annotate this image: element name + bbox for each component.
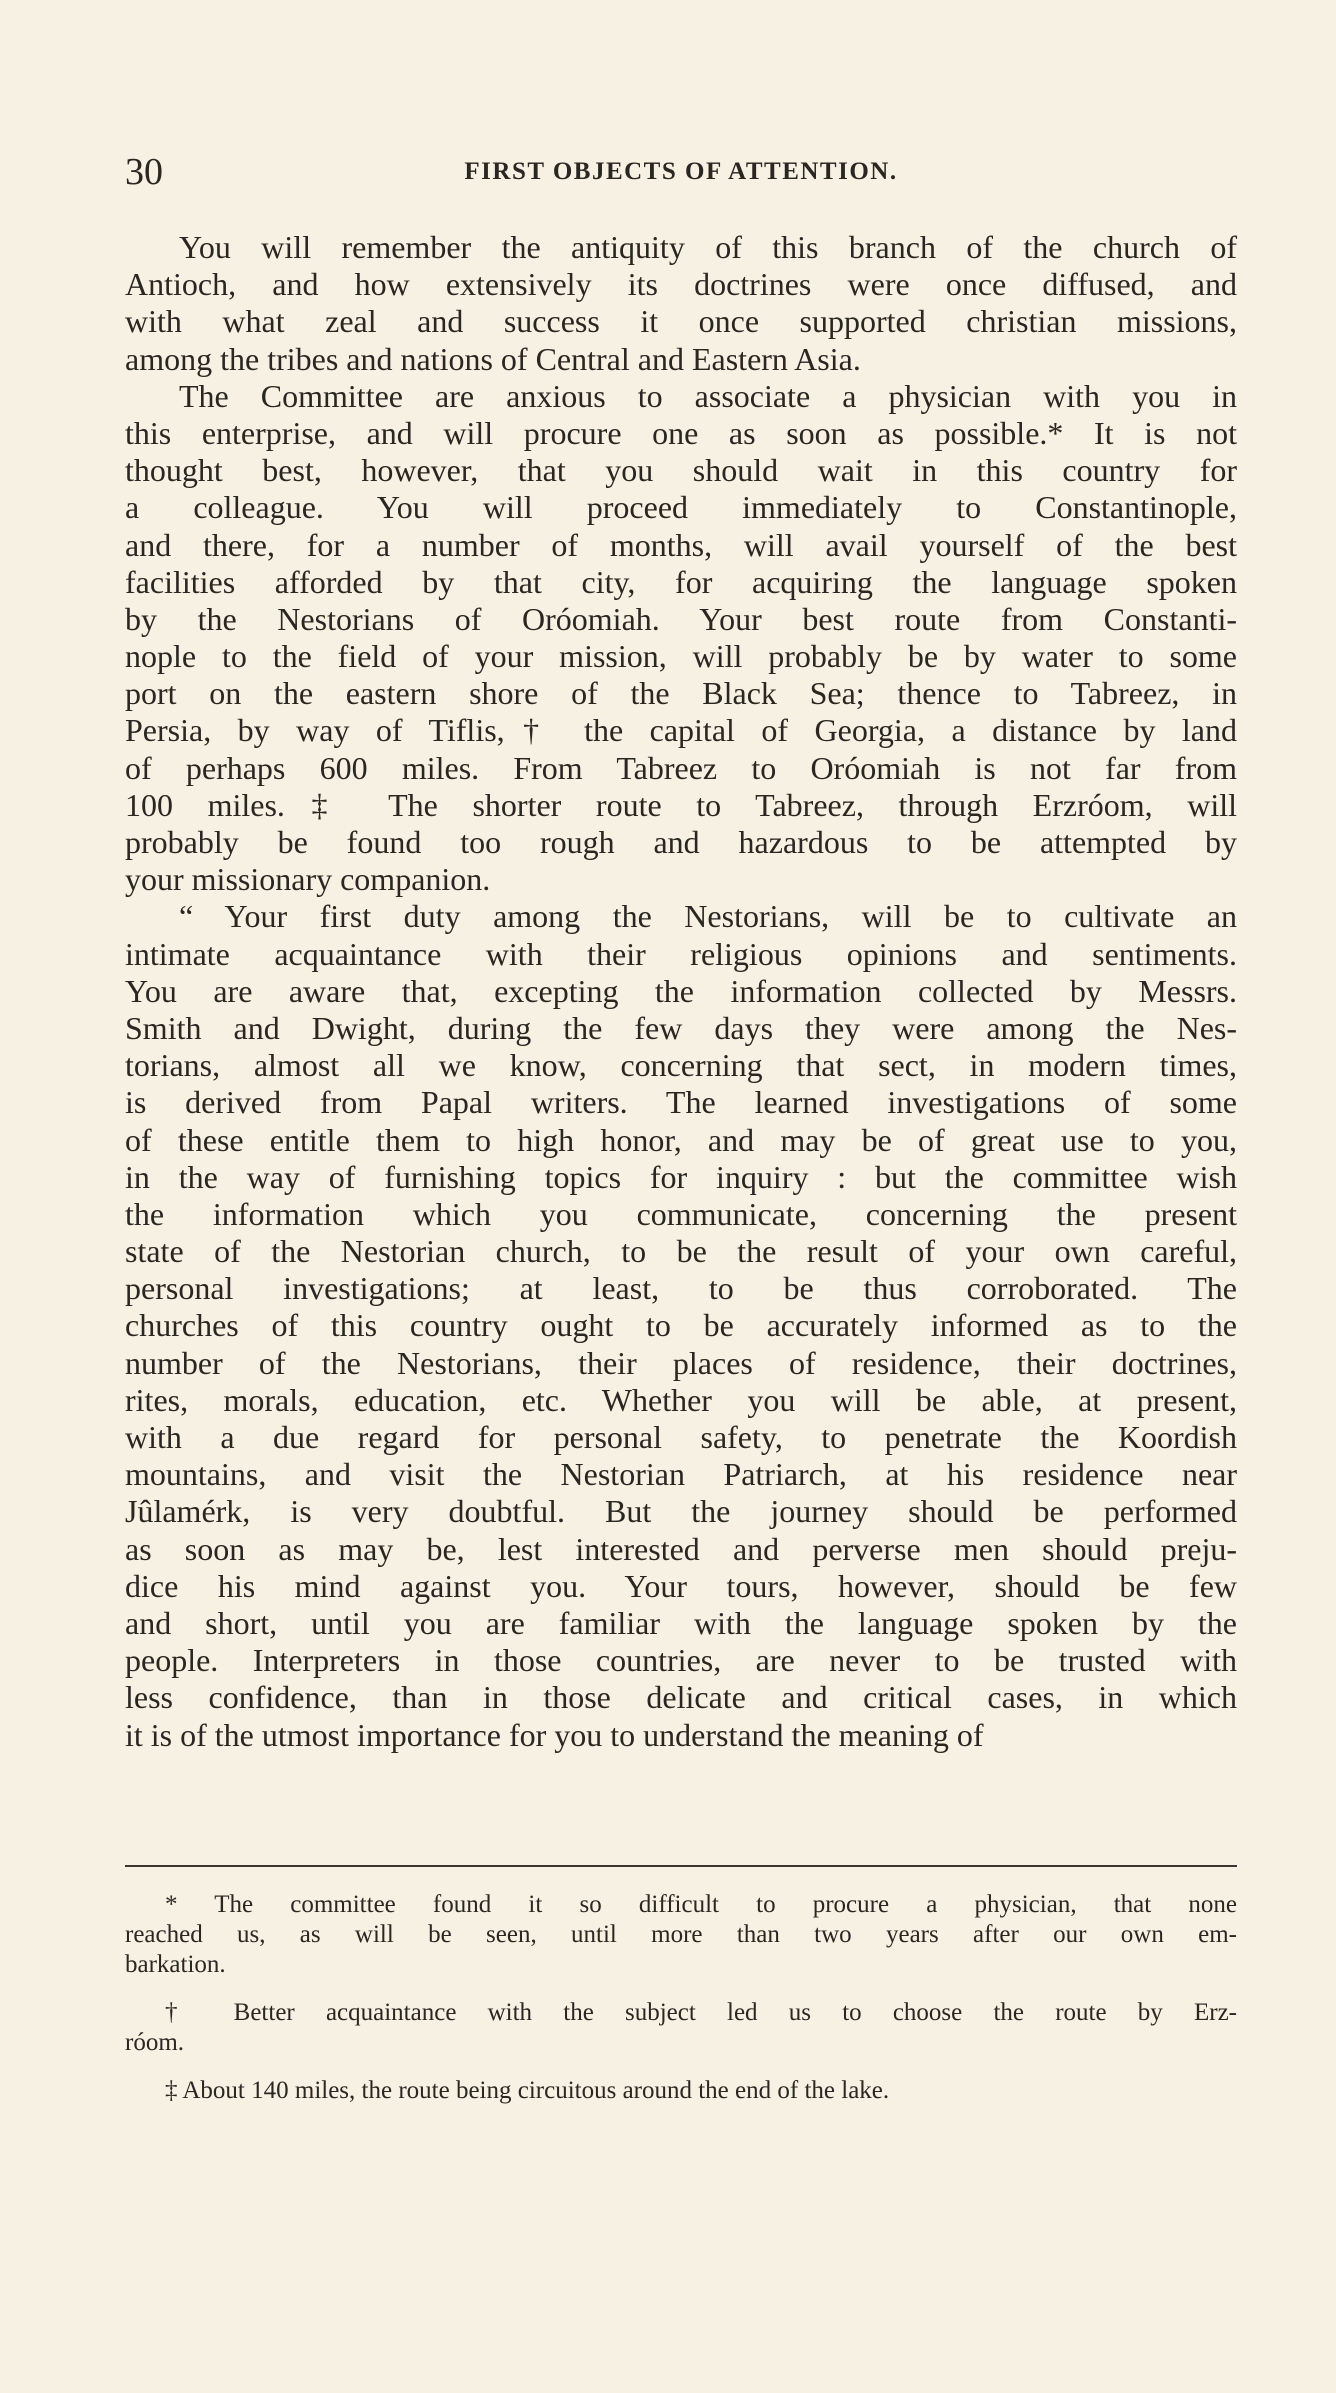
text-line: this enterprise, and will procure one as soon as possible.* It is not: [125, 414, 1237, 451]
footnote: [125, 1998, 1237, 2058]
paragraph: [125, 378, 1237, 899]
text-line: with what zeal and success it once supported christian missions,: [125, 303, 1237, 340]
text-line: in the way of furnishing topics for inquiry : but the committee wish: [125, 1158, 1237, 1195]
footnote-line: reached us, as will be seen, until more than two years after our own em-: [125, 1921, 1237, 1948]
text-line: of these entitle them to high honor, and may be of great use to you,: [125, 1121, 1237, 1158]
footnote-divider: [125, 1865, 1237, 1867]
text-line: and short, until you are familiar with the language spoken by the: [125, 1604, 1237, 1641]
text-line: thought best, however, that you should wait in this country for: [125, 452, 1237, 489]
running-header: [125, 150, 1237, 194]
text-line: by the Nestorians of Oróomiah. Your best route from Constanti-: [125, 600, 1237, 637]
footnote-line: barkation.: [125, 1951, 226, 1978]
paragraph: [125, 898, 1237, 1753]
text-line: “ Your first duty among the Nestorians, will be to cultivate an: [179, 898, 1237, 935]
text-line: Jûlamérk, is very doubtful. But the journey should be performed: [125, 1493, 1237, 1530]
text-line: The Committee are anxious to associate a physician with you in: [179, 377, 1237, 414]
text-line: it is of the utmost importance for you to understand the meaning of: [125, 1716, 984, 1753]
footnote: [125, 2076, 1237, 2106]
text-line: probably be found too rough and hazardous to be attempted by: [125, 824, 1237, 860]
text-line: among the tribes and nations of Central and Eastern Asia.: [125, 340, 861, 377]
footnote: [125, 1890, 1237, 1980]
footnotes: [125, 1890, 1237, 2124]
text-line: is derived from Papal writers. The learned investigations of some: [125, 1084, 1237, 1121]
text-line: You will remember the antiquity of this branch of the church of: [179, 229, 1237, 265]
footnote-line: róom.: [125, 2029, 185, 2056]
footnote-line: * The committee found it so difficult to procure a physician, that none: [165, 1891, 1237, 1918]
text-line: less confidence, than in those delicate and critical cases, in which: [125, 1679, 1237, 1716]
text-line: state of the Nestorian church, to be the result of your own careful,: [125, 1233, 1237, 1270]
text-line: and there, for a number of months, will avail yourself of the best: [125, 526, 1237, 563]
body-text: [125, 229, 1237, 1754]
text-line: Antioch, and how extensively its doctrines were once diffused, and: [125, 266, 1237, 303]
text-line: a colleague. You will proceed immediately to Constantinople,: [125, 489, 1237, 526]
text-line: 100 miles.‡ The shorter route to Tabreez, through Erzróom, will: [125, 786, 1237, 823]
text-line: Persia, by way of Tiflis,† the capital of Georgia, a distance by land: [125, 712, 1237, 749]
text-line: churches of this country ought to be accurately informed as to the: [125, 1307, 1237, 1344]
text-line: personal investigations; at least, to be thus corroborated. The: [125, 1270, 1237, 1307]
text-line: intimate acquaintance with their religious opinions and sentiments.: [125, 935, 1237, 972]
text-line: torians, almost all we know, concerning that sect, in modern times,: [125, 1047, 1237, 1084]
footnote-line: † Better acquaintance with the subject led us to choose the route by Erz-: [165, 1999, 1237, 2026]
text-line: Smith and Dwight, during the few days they were among the Nes-: [125, 1009, 1237, 1046]
text-line: mountains, and visit the Nestorian Patriarch, at his residence near: [125, 1456, 1237, 1493]
text-line: facilities afforded by that city, for acquiring the language spoken: [125, 563, 1237, 600]
text-line: your missionary companion.: [125, 861, 491, 898]
text-line: as soon as may be, lest interested and perverse men should preju-: [125, 1530, 1237, 1567]
text-line: nople to the field of your mission, will probably be by water to some: [125, 638, 1237, 675]
text-line: of perhaps 600 miles. From Tabreez to Oróomiah is not far from: [125, 749, 1237, 786]
paragraph: [125, 229, 1237, 378]
text-line: with a due regard for personal safety, to penetrate the Koordish: [125, 1419, 1237, 1455]
text-line: the information which you communicate, concerning the present: [125, 1195, 1237, 1232]
text-line: dice his mind against you. Your tours, however, should be few: [125, 1567, 1237, 1604]
running-title: FIRST OBJECTS OF ATTENTION.: [464, 158, 898, 185]
footnote-line: ‡ About 140 miles, the route being circuitous around the end of the lake.: [165, 2077, 890, 2104]
text-line: port on the eastern shore of the Black Sea; thence to Tabreez, in: [125, 675, 1237, 712]
text-line: You are aware that, excepting the information collected by Messrs.: [125, 972, 1237, 1009]
text-line: rites, morals, education, etc. Whether you will be able, at present,: [125, 1381, 1237, 1418]
page-number: 30: [125, 151, 163, 193]
text-line: people. Interpreters in those countries, are never to be trusted with: [125, 1642, 1237, 1679]
text-line: number of the Nestorians, their places of residence, their doctrines,: [125, 1344, 1237, 1381]
